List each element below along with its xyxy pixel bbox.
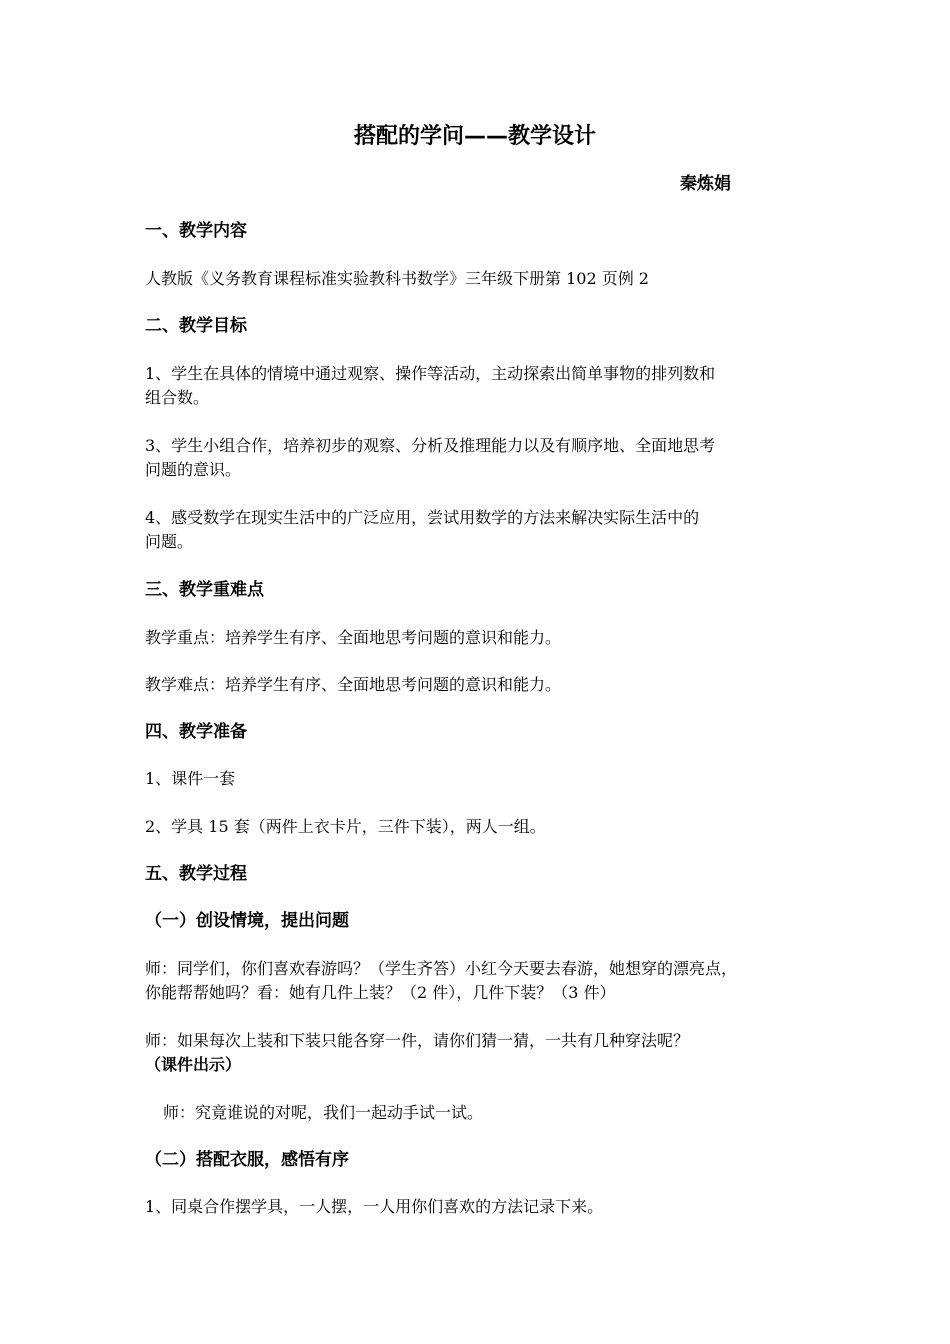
goal-4: 4、感受数学在现实生活中的广泛应用，尝试用数学的方法来解决实际生活中的 问题。 <box>145 508 700 551</box>
section-heading-key-points: 三、教学重难点 <box>145 580 264 600</box>
section-heading-preparation: 四、教学准备 <box>145 722 247 742</box>
process-paragraph-4: 1、同桌合作摆学具，一人摆，一人用你们喜欢的方法记录下来。 <box>145 1197 604 1216</box>
section-heading-process: 五、教学过程 <box>145 864 247 884</box>
process-paragraph-3: 师：究竟谁说的对呢，我们一起动手试一试。 <box>163 1103 484 1122</box>
goal-1: 1、学生在具体的情境中通过观察、操作等活动，主动探索出简单事物的排列数和 组合数。 <box>145 364 716 407</box>
preparation-item-2: 2、学具 15 套（两件上衣卡片，三件下装），两人一组。 <box>145 817 546 836</box>
section-heading-goals: 二、教学目标 <box>145 316 247 336</box>
process-paragraph-1: 师：同学们，你们喜欢春游吗？（学生齐答）小红今天要去春游，她想穿的漂亮点， 你能帮帮她吗？看：她有几件上装？（2 件），几件下装？（3 件） <box>145 959 738 1002</box>
document-title: 搭配的学问——教学设计 <box>353 124 596 149</box>
section-heading-content: 一、教学内容 <box>145 221 247 241</box>
goal-3: 3、学生小组合作，培养初步的观察、分析及推理能力以及有顺序地、全面地思考 问题的意识。 <box>145 436 716 479</box>
difficult-point-text: 教学难点：培养学生有序、全面地思考问题的意识和能力。 <box>145 675 562 694</box>
author-name: 秦炼娟 <box>680 174 731 194</box>
subheading-scenario: （一）创设情境，提出问题 <box>145 911 349 931</box>
content-text: 人教版《义务教育课程标准实验教科书数学》三年级下册第 102 页例 2 <box>145 269 649 288</box>
preparation-item-1: 1、课件一套 <box>145 769 236 788</box>
key-point-text: 教学重点：培养学生有序、全面地思考问题的意识和能力。 <box>145 628 562 647</box>
subheading-matching: （二）搭配衣服，感悟有序 <box>145 1150 349 1170</box>
process-paragraph-2: 师：如果每次上装和下装只能各穿一件，请你们猜一猜，一共有几种穿法呢？ （课件出示） <box>145 1031 690 1074</box>
